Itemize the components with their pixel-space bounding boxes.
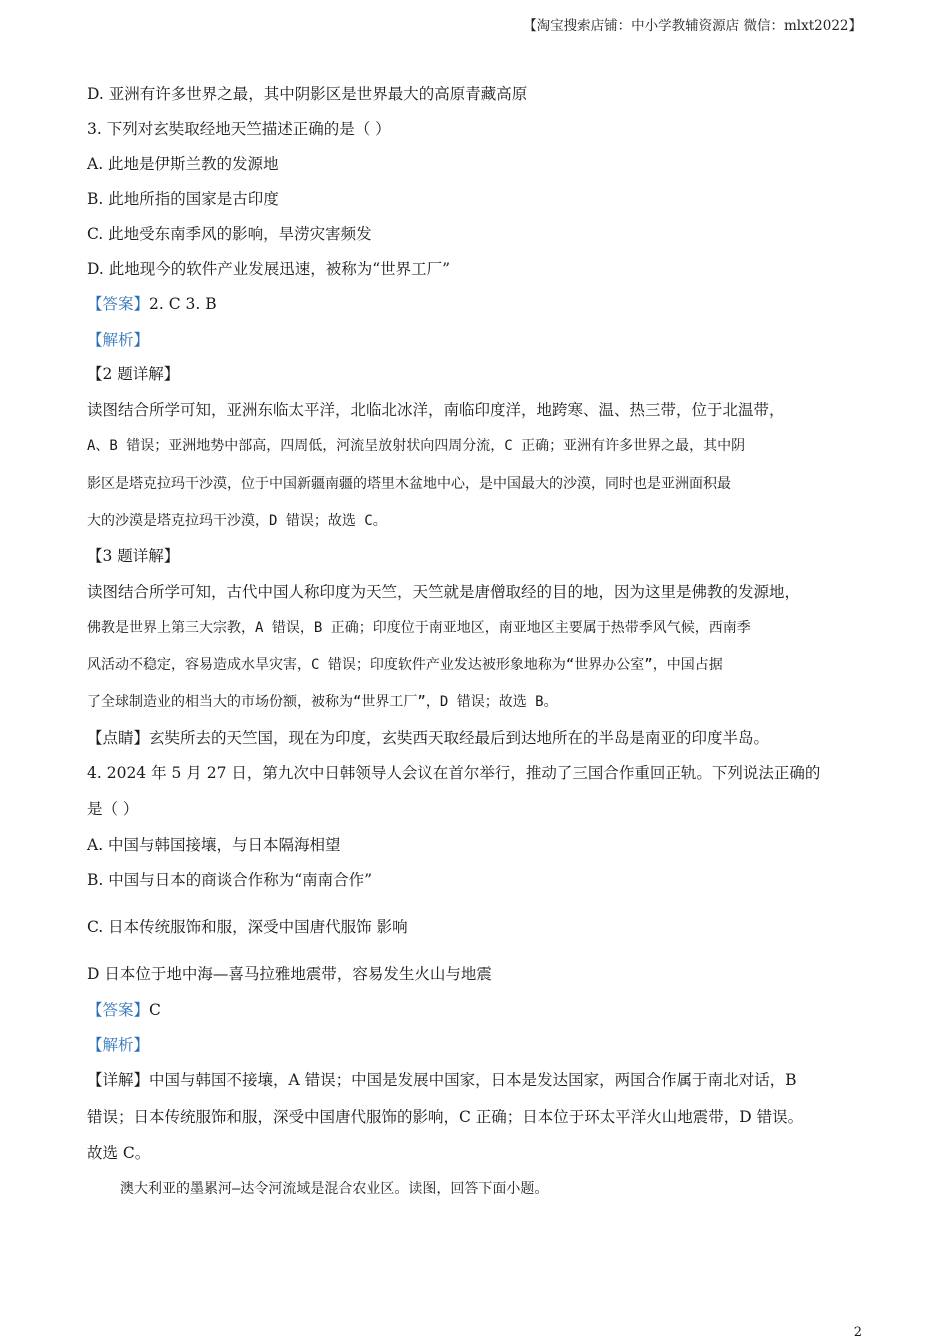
q2-detail-line: A、B 错误；亚洲地势中部高，四周低，河流呈放射状向四周分流，C 正确；亚洲有许多世界之最，其中阴 (87, 438, 746, 454)
analysis-tag-2: 【解析】 (87, 1036, 150, 1054)
q3-option-a: A. 此地是伊斯兰教的发源地 (87, 155, 279, 173)
answer-tag: 【答案】 (87, 1001, 150, 1019)
detail-text: 中国与韩国不接壤，A 错误；中国是发展中国家，日本是发达国家，两国合作属于南北对话，B (149, 1071, 797, 1089)
q3-detail-line: 风活动不稳定，容易造成水旱灾害，C 错误；印度软件产业发达被形象地称为“世界办公室”，中国占据 (87, 657, 723, 673)
q4-option-d: D 日本位于地中海—喜马拉雅地震带，容易发生火山与地震 (87, 965, 492, 983)
q3-detail-line: 佛教是世界上第三大宗教，A 错误，B 正确；印度位于南亚地区，南亚地区主要属于热带季风气候，西南季 (87, 620, 751, 636)
analysis-tag-1: 【解析】 (87, 331, 150, 349)
q4-detail-line-1 (87, 1068, 797, 1090)
tip-text: 【点睛】玄奘所去的天竺国，现在为印度，玄奘西天取经最后到达地所在的半岛是南亚的印度半岛。 (87, 729, 770, 747)
q2-detail-line: 影区是塔克拉玛干沙漠，位于中国新疆南疆的塔里木盆地中心，是中国最大的沙漠，同时也是亚洲面积最 (87, 476, 731, 492)
answer-row-2 (87, 998, 161, 1020)
page-number: 2 (853, 1325, 862, 1340)
header-note: 【淘宝搜索店铺：中小学教辅资源店 微信：mlxt2022】 (523, 18, 862, 34)
next-question-intro: 澳大利亚的墨累河—达令河流域是混合农业区。读图，回答下面小题。 (120, 1181, 549, 1197)
q4-stem-line-2: 是（ ） (87, 800, 139, 818)
q4-detail-line-3: 故选 C。 (87, 1144, 151, 1162)
q4-option-a: A. 中国与韩国接壤，与日本隔海相望 (87, 836, 341, 854)
answer-tag: 【答案】 (87, 295, 150, 313)
q2-option-d: D. 亚洲有许多世界之最，其中阴影区是世界最大的高原青藏高原 (87, 85, 528, 103)
q4-option-b: B. 中国与日本的商谈合作称为“南南合作” (87, 871, 373, 889)
q3-detail-line: 读图结合所学可知，古代中国人称印度为天竺，天竺就是唐僧取经的目的地，因为这里是佛教的发源地， (87, 583, 801, 601)
q2-detail-title: 【2 题详解】 (87, 365, 180, 383)
q2-detail-line: 读图结合所学可知，亚洲东临太平洋，北临北冰洋，南临印度洋，地跨寒、温、热三带，位于北温带， (87, 401, 785, 419)
q3-option-b: B. 此地所指的国家是古印度 (87, 190, 279, 208)
q3-detail-line: 了全球制造业的相当大的市场份额，被称为“世界工厂”，D 错误；故选 B。 (87, 694, 558, 710)
answer-row-1 (87, 292, 217, 314)
q3-option-c: C. 此地受东南季风的影响，旱涝灾害频发 (87, 225, 372, 243)
q3-option-d: D. 此地现今的软件产业发展迅速，被称为“世界工厂” (87, 260, 451, 278)
q3-stem: 3. 下列对玄奘取经地天竺描述正确的是（ ） (87, 120, 391, 138)
q3-detail-title: 【3 题详解】 (87, 547, 180, 565)
answer-text: 2. C 3. B (149, 295, 217, 313)
detail-tag: 【详解】 (87, 1071, 150, 1089)
q4-stem-line-1: 4. 2024 年 5 月 27 日，第九次中日韩领导人会议在首尔举行，推动了三国合作重回正轨。下列说法正确的 (87, 764, 821, 782)
q2-detail-line: 大的沙漠是塔克拉玛干沙漠，D 错误；故选 C。 (87, 513, 387, 529)
q4-option-c: C. 日本传统服饰和服，深受中国唐代服饰 影响 (87, 918, 408, 936)
answer-text: C (149, 1001, 161, 1019)
q4-detail-line-2: 错误；日本传统服饰和服，深受中国唐代服饰的影响，C 正确；日本位于环太平洋火山地震带，D 错误。 (87, 1108, 804, 1126)
